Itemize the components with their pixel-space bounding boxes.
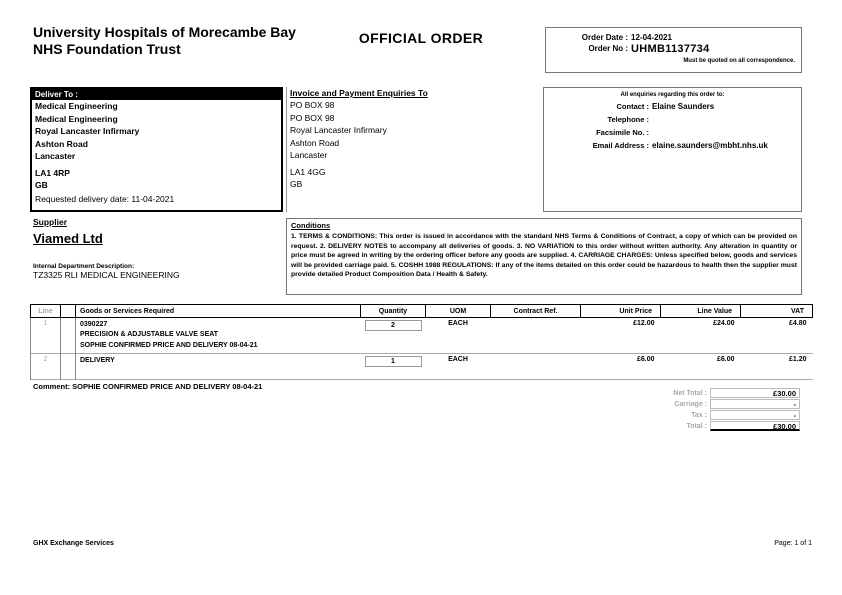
enquiries-heading: All enquiries regarding this order to: <box>620 92 725 98</box>
net-total-label: Net Total : <box>673 389 707 397</box>
row-line-number: 1 <box>31 318 61 354</box>
header-spacer <box>61 305 76 318</box>
grand-total-value: £30.00 <box>710 421 800 431</box>
carriage-row <box>640 399 804 409</box>
order-reference-box <box>545 27 802 73</box>
row-goods-cell <box>76 354 361 380</box>
deliver-address-line: Medical Engineering <box>35 101 118 111</box>
enquiries-contact-box <box>543 87 802 212</box>
conditions-box <box>286 218 802 295</box>
row-spacer <box>61 354 76 380</box>
order-no-label: Order No : <box>588 44 628 53</box>
tax-value: - <box>710 410 800 420</box>
carriage-label: Carriage : <box>674 400 707 408</box>
row-uom: EACH <box>448 320 468 327</box>
email-label: Email Address : <box>592 141 649 150</box>
contact-label: Contact : <box>616 102 649 111</box>
invoice-postcode: LA1 4GG <box>290 166 326 177</box>
invoice-address-line: Ashton Road <box>290 137 340 148</box>
order-no-value: UHMB1137734 <box>631 43 710 55</box>
invoice-enquiries-heading: Invoice and Payment Enquiries To <box>290 88 428 98</box>
row-contract-ref <box>491 354 581 380</box>
footer-page-number: Page: 1 of 1 <box>774 540 812 547</box>
deliver-address-line: Lancaster <box>35 151 76 161</box>
item-code: 0390227 <box>80 321 108 328</box>
items-header-row <box>31 305 813 318</box>
contact-value: Elaine Saunders <box>652 102 715 111</box>
net-total-value: £30.00 <box>710 388 800 398</box>
invoice-address-line: Royal Lancaster Infirmary <box>290 125 387 135</box>
row-goods-cell <box>76 318 361 354</box>
requested-delivery-date: Requested delivery date: 11-04-2021 <box>35 193 175 204</box>
deliver-country: GB <box>35 180 48 190</box>
table-row <box>31 354 813 380</box>
header-quantity: Quantity <box>361 305 426 318</box>
tax-row <box>640 410 804 420</box>
deliver-address-line: Royal Lancaster Infirmary <box>35 126 140 136</box>
row-contract-ref <box>491 318 581 354</box>
row-line-number: 2 <box>31 354 61 380</box>
footer-service-name: GHX Exchange Services <box>33 540 114 547</box>
header-vat: VAT <box>741 305 813 318</box>
item-description: DELIVERY <box>80 357 115 364</box>
row-quantity-cell <box>361 318 426 354</box>
order-comment: Comment: SOPHIE CONFIRMED PRICE AND DELIVERY 08-04-21 <box>33 382 263 391</box>
facsimile-label: Facsimile No. : <box>596 128 649 137</box>
net-total-row <box>640 388 804 398</box>
row-line-value: £24.00 <box>713 320 735 327</box>
supplier-section <box>33 217 283 280</box>
row-quantity-cell <box>361 354 426 380</box>
order-date-row <box>546 33 801 42</box>
invoice-address-line: Lancaster <box>290 150 328 160</box>
row-unit-price: £6.00 <box>636 356 655 363</box>
quantity-value: 2 <box>365 320 422 331</box>
internal-department-label: Internal Department Description: <box>33 263 135 270</box>
conditions-text: 1. TERMS & CONDITIONS: This order is issued in accordance with the standard NHS Terms & Conditions of Contract, a copy of which can be provided on request. 2. DELIVERY NOTES to accompany all deliveries of goods. 3. NO VARIATION to this order without written authority. Any alteration in quantity or price must be agreed in writing by the ordering officer before any goods are supplied. 4. CARRIAGE CHARGES: Unless specified below, goods and services will be provided carriage paid. 5. COSHH 1988 REGULATIONS: If any of the items detailed on this order could be hazardous to health then the supplier must provide detailed Product Composition Data / Health & Safety. <box>291 233 797 279</box>
order-no-row <box>546 44 801 55</box>
row-spacer <box>61 318 76 354</box>
deliver-address-line: Ashton Road <box>35 138 88 149</box>
deliver-postcode: LA1 4RP <box>35 167 70 178</box>
row-vat: £4.80 <box>788 320 807 327</box>
email-row <box>544 141 801 150</box>
conditions-heading: Conditions <box>291 221 331 230</box>
deliver-to-header: Deliver To : <box>32 89 281 100</box>
supplier-label: Supplier <box>33 217 68 227</box>
tax-label: Tax : <box>691 411 707 419</box>
document-title: OFFICIAL ORDER <box>358 30 484 46</box>
deliver-to-box <box>30 87 283 212</box>
supplier-name: Viamed Ltd <box>33 231 103 246</box>
invoice-country: GB <box>290 179 303 189</box>
telephone-row <box>544 115 801 124</box>
facsimile-row <box>544 128 801 137</box>
order-note: Must be quoted on all correspondence. <box>683 58 795 64</box>
email-value: elaine.saunders@mbht.nhs.uk <box>652 141 768 150</box>
carriage-value: - <box>710 399 800 409</box>
grand-total-row <box>640 421 804 431</box>
row-uom: EACH <box>448 356 468 363</box>
deliver-address-line: Medical Engineering <box>35 113 118 124</box>
header-line: Line <box>31 305 61 318</box>
item-description: PRECISION & ADJUSTABLE VALVE SEAT <box>80 331 219 338</box>
contact-row <box>544 102 801 111</box>
invoice-address-line: PO BOX 98 <box>290 100 335 110</box>
internal-department-value: TZ3325 RLI MEDICAL ENGINEERING <box>33 270 180 280</box>
item-note: SOPHIE CONFIRMED PRICE AND DELIVERY 08-04-21 <box>80 341 258 349</box>
quantity-value: 1 <box>365 356 422 367</box>
organisation-name: University Hospitals of Morecambe Bay NHS Foundation Trust <box>33 24 296 57</box>
row-line-value: £6.00 <box>716 356 735 363</box>
header-line-value: Line Value <box>661 305 741 318</box>
table-row <box>31 318 813 354</box>
header-uom: UOM <box>426 305 491 318</box>
row-unit-price: £12.00 <box>633 320 655 327</box>
order-date-label: Order Date : <box>581 33 628 42</box>
totals-section <box>640 388 804 432</box>
order-date-value: 12-04-2021 <box>631 33 672 42</box>
invoice-address-line: PO BOX 98 <box>290 112 335 123</box>
header-unit-price: Unit Price <box>581 305 661 318</box>
row-vat: £1.20 <box>788 356 807 363</box>
header-contract: Contract Ref. <box>491 305 581 318</box>
invoice-enquiries-section <box>286 87 536 212</box>
telephone-label: Telephone : <box>607 115 649 124</box>
grand-total-label: Total : <box>686 422 707 430</box>
items-table <box>30 304 813 380</box>
header-goods: Goods or Services Required <box>76 305 361 318</box>
